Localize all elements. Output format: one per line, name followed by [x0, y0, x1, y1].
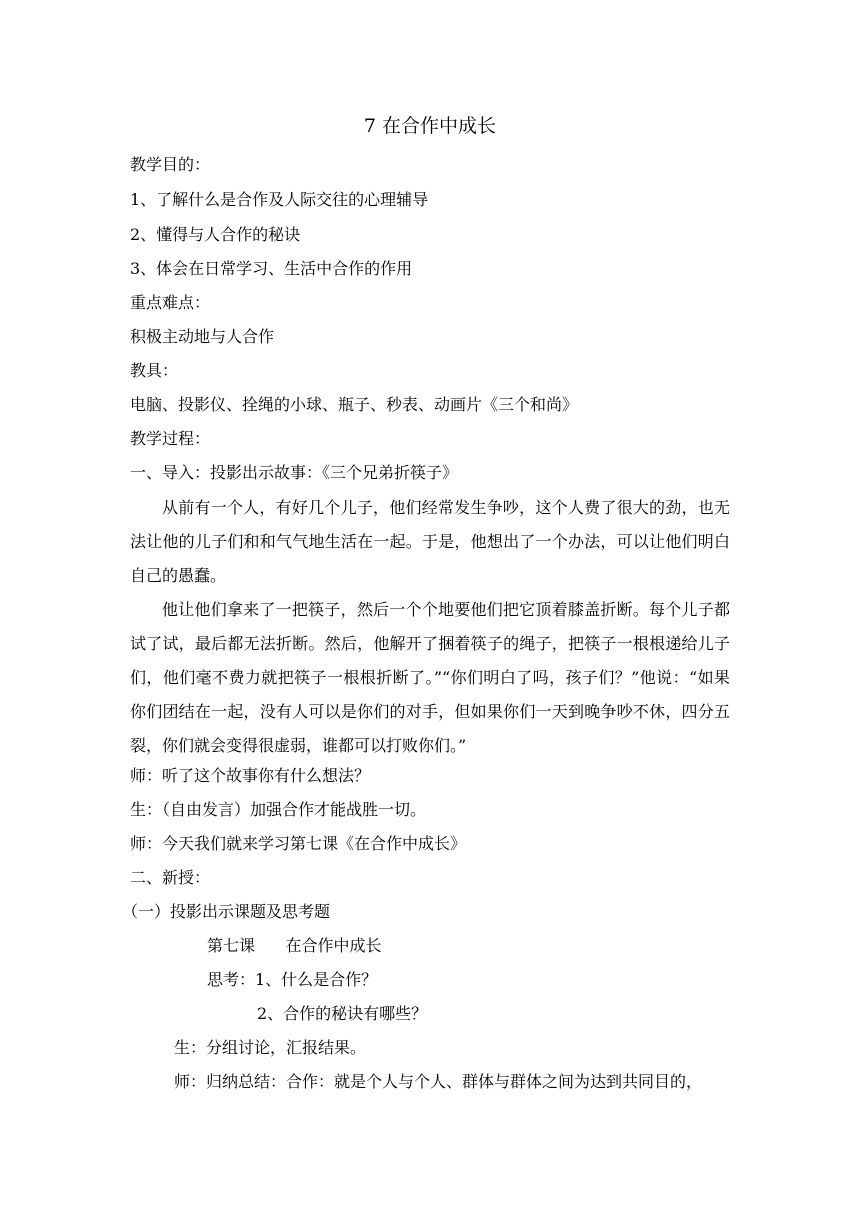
think-question-2: 2、合作的秘诀有哪些？: [257, 1004, 428, 1023]
new-lesson-subheading: （一）投影出示课题及思考题: [122, 902, 331, 921]
teacher-question: 师：听了这个故事你有什么想法？: [130, 766, 371, 785]
story-paragraph-1: 从前有一个人，有好几个儿子，他们经常发生争吵，这个人费了很大的劲，也无法让他的儿子们和和气气地生活在一起。于是，他想出了一个办法，可以让他们明白自己的愚蠢。: [130, 498, 730, 585]
objective-3: 3、体会在日常学习、生活中合作的作用: [130, 259, 413, 278]
key-points: 积极主动地与人合作: [130, 327, 275, 346]
think-question-1: 思考：1、什么是合作？: [207, 970, 378, 989]
objectives-heading: 教学目的：: [130, 155, 211, 174]
intro-line: 一、导入：投影出示故事：《三个兄弟折筷子》: [130, 463, 459, 482]
key-points-heading: 重点难点：: [130, 293, 211, 312]
tools-list: 电脑、投影仪、拴绳的小球、瓶子、秒表、动画片《三个和尚》: [130, 395, 579, 414]
story-paragraph-2: 他让他们拿来了一把筷子，然后一个个地要他们把它顶着膝盖折断。每个儿子都试了试，最后都无法折断。然后，他解开了捆着筷子的绳子，把筷子一根根递给儿子们，他们毫不费力就把筷子一根根折断了。”“你们明白了吗，孩子们？”他说：“如果你们团结在一起，没有人可以是你们的对手，但如果你们一天到晚争吵不休，四分五裂，你们就会变得很虚弱，谁都可以打败你们。”: [130, 600, 730, 755]
teacher-intro: 师：今天我们就来学习第七课《在合作中成长》: [130, 834, 467, 853]
process-heading: 教学过程：: [130, 429, 211, 448]
student-discussion: 生：分组讨论，汇报结果。: [174, 1038, 367, 1057]
objective-1: 1、了解什么是合作及人际交往的心理辅导: [130, 190, 429, 209]
student-answer: 生：（自由发言）加强合作才能战胜一切。: [130, 800, 427, 819]
lesson-title: 第七课 在合作中成长: [207, 936, 382, 955]
new-lesson-heading: 二、新授：: [130, 868, 211, 887]
tools-heading: 教具：: [130, 361, 179, 380]
document-title: 7 在合作中成长: [363, 115, 497, 137]
objective-2: 2、懂得与人合作的秘诀: [130, 225, 301, 244]
teacher-summary: 师：归纳总结：合作：就是个人与个人、群体与群体之间为达到共同目的，: [174, 1072, 703, 1091]
